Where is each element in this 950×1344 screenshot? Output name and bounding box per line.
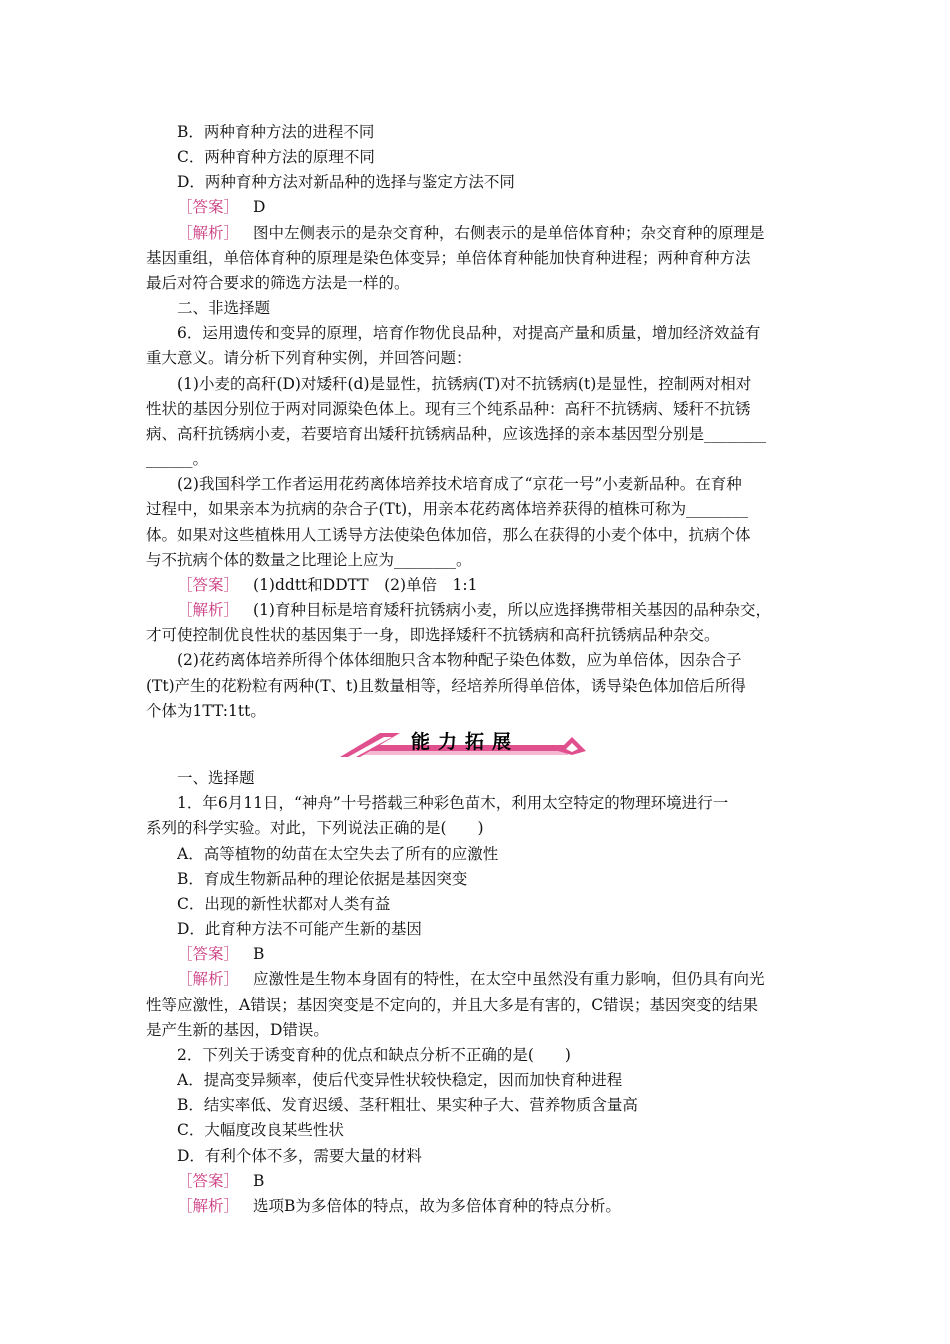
p1-answer: B	[253, 945, 265, 963]
q6-part2: 体。如果对这些植株用人工诱导方法使染色体加倍，那么在获得的小麦个体中，抗病个体	[146, 526, 751, 544]
analysis-label: ［解析］	[177, 1197, 240, 1215]
p1-option: C．出现的新性状都对人类有益	[177, 895, 391, 913]
p1-stem: 系列的科学实验。对此，下列说法正确的是( )	[146, 819, 484, 837]
q6-analysis-text: (2)花药离体培养所得个体体细胞只含本物种配子染色体数，应为单倍体，因杂合子	[177, 651, 742, 669]
section-title: 二、非选择题	[177, 299, 271, 317]
q6-stem: 重大意义。请分析下列育种实例，并回答问题：	[146, 349, 472, 367]
p2-stem: 2．下列关于诱变育种的优点和缺点分析不正确的是( )	[177, 1046, 571, 1064]
p2-analysis-text: 选项B为多倍体的特点，故为多倍体育种的特点分析。	[253, 1197, 621, 1215]
q6-part1: 病、高秆抗锈病小麦，若要培育出矮秆抗锈病品种，应该选择的亲本基因型分别是________	[146, 425, 767, 443]
p2-answer: B	[253, 1172, 265, 1190]
q6-analysis-text: 才可使控制优良性状的基因集于一身，即选择矮秆不抗锈病和高秆抗锈病品种杂交。	[146, 626, 720, 644]
q6-stem: 6．运用遗传和变异的原理，培育作物优良品种，对提高产量和质量，增加经济效益有	[177, 324, 761, 342]
q6-analysis-line	[177, 598, 808, 622]
p1-answer-line	[177, 942, 808, 966]
answer-label: ［答案］	[177, 945, 240, 963]
q5-analysis-text: 基因重组，单倍体育种的原理是染色体变异；单倍体育种能加快育种进程；两种育种方法	[146, 249, 751, 267]
q5-option-b: B．两种育种方法的进程不同	[177, 123, 375, 141]
p1-stem: 1．年6月11日，“神舟”十号搭载三种彩色苗木，利用太空特定的物理环境进行一	[177, 794, 729, 812]
p1-option: B．育成生物新品种的理论依据是基因突变	[177, 870, 468, 888]
q6-answer-line	[177, 573, 808, 597]
p1-analysis-text: 是产生新的基因，D错误。	[146, 1021, 329, 1039]
analysis-label: ［解析］	[177, 224, 240, 242]
q6-analysis-text: (1)育种目标是培育矮秆抗锈病小麦，所以应选择携带相关基因的品种杂交，	[253, 601, 771, 619]
section-banner-title: 能力拓展	[410, 731, 519, 753]
q5-analysis-text: 图中左侧表示的是杂交育种，右侧表示的是单倍体育种；杂交育种的原理是	[253, 224, 765, 242]
q5-analysis-text: 最后对符合要求的筛选方法是一样的。	[146, 274, 410, 292]
analysis-label: ［解析］	[177, 970, 240, 988]
p2-option: B．结实率低、发育迟缓、茎秆粗壮、果实种子大、营养物质含量高	[177, 1096, 638, 1114]
p2-analysis-line	[177, 1194, 808, 1218]
q6-part2: 过程中，如果亲本为抗病的杂合子(Tt)，用亲本花药离体培养获得的植株可称为________	[146, 500, 749, 518]
q6-part1: ______。	[146, 450, 209, 468]
answer-label: ［答案］	[177, 198, 240, 216]
q5-answer: D	[253, 198, 266, 216]
p1-option: A．高等植物的幼苗在太空失去了所有的应激性	[177, 845, 499, 863]
p1-analysis-text: 应激性是生物本身固有的特性，在太空中虽然没有重力影响，但仍具有向光	[253, 970, 765, 988]
section-title: 一、选择题	[177, 769, 255, 787]
q6-part1: 性状的基因分别位于两对同源染色体上。现有三个纯系品种：高秆不抗锈病、矮秆不抗锈	[146, 400, 751, 418]
p2-option: A．提高变异频率，使后代变异性状较快稳定，因而加快育种进程	[177, 1071, 623, 1089]
answer-label: ［答案］	[177, 576, 240, 594]
answer-label: ［答案］	[177, 1172, 240, 1190]
p2-answer-line	[177, 1169, 808, 1193]
p1-analysis-text: 性等应激性，A错误；基因突变是不定向的，并且大多是有害的，C错误；基因突变的结果	[146, 996, 759, 1014]
q6-answer: (1)ddtt和DDTT (2)单倍 1:1	[253, 576, 478, 594]
q6-analysis-text: (Tt)产生的花粉粒有两种(T、t)且数量相等，经培养所得单倍体，诱导染色体加倍后所得	[146, 677, 746, 695]
p1-analysis-line	[177, 967, 808, 991]
q5-option-d: D．两种育种方法对新品种的选择与鉴定方法不同	[177, 173, 515, 191]
q5-option-c: C．两种育种方法的原理不同	[177, 148, 375, 166]
q5-analysis-line	[177, 221, 808, 245]
p2-option: D．有利个体不多，需要大量的材料	[177, 1147, 422, 1165]
q6-analysis-text: 个体为1TT:1tt。	[146, 702, 266, 720]
q6-part1: (1)小麦的高秆(D)对矮秆(d)是显性，抗锈病(T)对不抗锈病(t)是显性，控制两对相对	[177, 375, 752, 393]
p2-option: C．大幅度改良某些性状	[177, 1121, 344, 1139]
analysis-label: ［解析］	[177, 601, 240, 619]
p1-option: D．此育种方法不可能产生新的基因	[177, 920, 422, 938]
q5-answer-line	[177, 195, 808, 219]
q6-part2: 与不抗病个体的数量之比理论上应为________。	[146, 551, 472, 569]
q6-part2: (2)我国科学工作者运用花药离体培养技术培育成了“京花一号”小麦新品种。在育种	[177, 475, 742, 493]
section-banner	[340, 727, 590, 759]
